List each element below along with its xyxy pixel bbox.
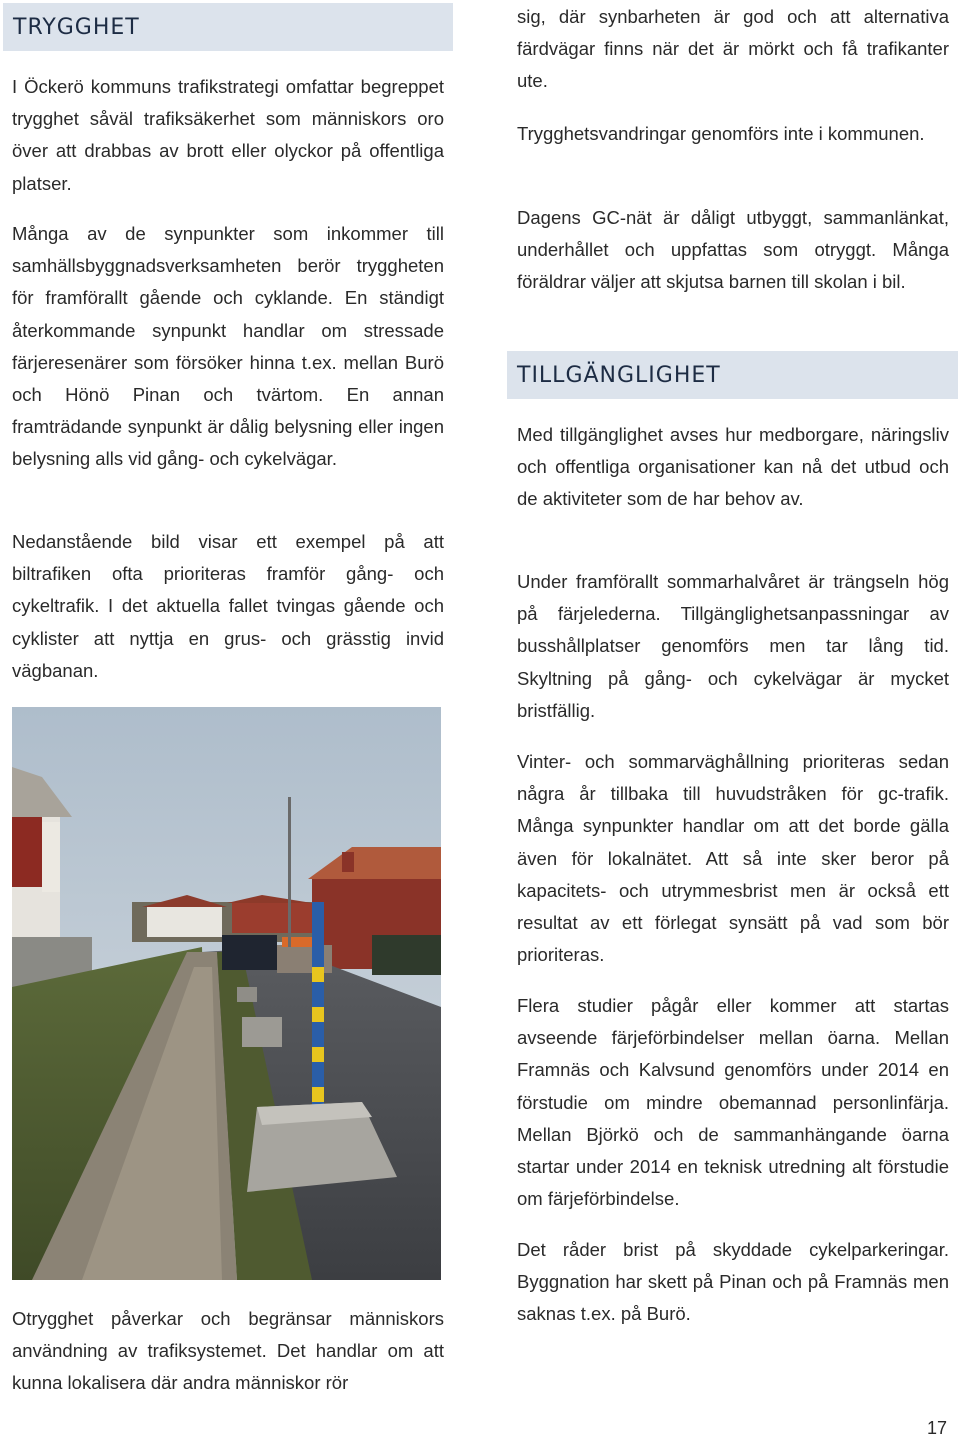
paragraph-vaghallning: Vinter- och sommarväghållning prioriteras sedan några år tillbaka till huvudstråken för gc-trafik. Många synpunkter handlar om att det borde gälla även för lokalnätet. Att så inte sker beror på kapacitets- och utrymmesbrist men är också ett resultat av ett förlegat synsätt på vad som bör prioriteras. [517, 751, 949, 966]
paragraph-otrygghet: Otrygghet påverkar och begränsar människors användning av trafiksystemet. Det handlar om att kunna lokalisera där andra människor rör [12, 1308, 444, 1394]
section-heading-trygghet [3, 3, 453, 51]
paragraph-synbarhet: sig, där synbarheten är god och att alternativa färdvägar finns när det är mörkt och få trafikanter ute. [517, 6, 949, 92]
paragraph-trangsel: Under framförallt sommarhalvåret är trängseln hög på färjelederna. Tillgänglighetsanpassningar av busshållplatser genomförs men tar lång tid. Skyltning på gång- och cykelvägar är mycket bristfällig. [517, 571, 949, 721]
section-heading-tillganglighet [507, 351, 958, 399]
paragraph-synpunkter: Många av de synpunkter som inkommer till samhällsbyggnadsverksamheten berör tryggheten för framförallt gående och cyklande. En ständigt återkommande synpunkt handlar om stressade färjeresenärer som försöker hinna t.ex. mellan Burö och Hönö Pinan och tvärtom. En annan framträdande synpunkt är dålig belysning eller ingen belysning alls vid gång- och cykelvägar. [12, 223, 444, 470]
paragraph-trygghetsvandringar: Trygghetsvandringar genomförs inte i kommunen. [517, 123, 925, 144]
page-number: 17 [927, 1418, 948, 1438]
paragraph-bild-beskrivning: Nedanstående bild visar ett exempel på att biltrafiken ofta prioriteras framför gång- och cykeltrafik. I det aktuella fallet tvingas gående och cyklister att nyttja en grus- och grässtig invid vägbanan. [12, 531, 444, 681]
paragraph-gc-nat: Dagens GC-nät är dåligt utbyggt, sammanlänkat, underhållet och uppfattas som otryggt. Många föräldrar väljer att skjutsa barnen till skolan i bil. [517, 207, 949, 293]
heading-text: TRYGGHET [13, 14, 140, 40]
paragraph-tillganglighet-definition: Med tillgänglighet avses hur medborgare, näringsliv och offentliga organisationer kan nå det utbud och de aktiviteter som de har behov av. [517, 424, 949, 510]
road-photo [12, 707, 441, 1280]
paragraph-farjeforbindelser: Flera studier pågår eller kommer att startas avseende färjeförbindelser mellan öarna. Mellan Framnäs och Kalvsund genomförs under 2014 en förstudie om mindre obemannad personlinfärja. Mellan Björkö och de sammanhängande öarna startar under 2014 en teknisk utredning alt förstudie om färjeförbindelse. [517, 995, 949, 1210]
heading-text: TILLGÄNGLIGHET [517, 362, 721, 388]
paragraph-cykelparkeringar: Det råder brist på skyddade cykelparkeringar. Byggnation har skett på Pinan och på Framnäs men saknas t.ex. på Burö. [517, 1239, 949, 1325]
paragraph-trygghet-intro: I Öckerö kommuns trafikstrategi omfattar begreppet trygghet såväl trafiksäkerhet som människors oro över att drabbas av brott eller olyckor på offentliga platser. [12, 76, 444, 194]
road-photo-illustration [12, 707, 441, 1280]
